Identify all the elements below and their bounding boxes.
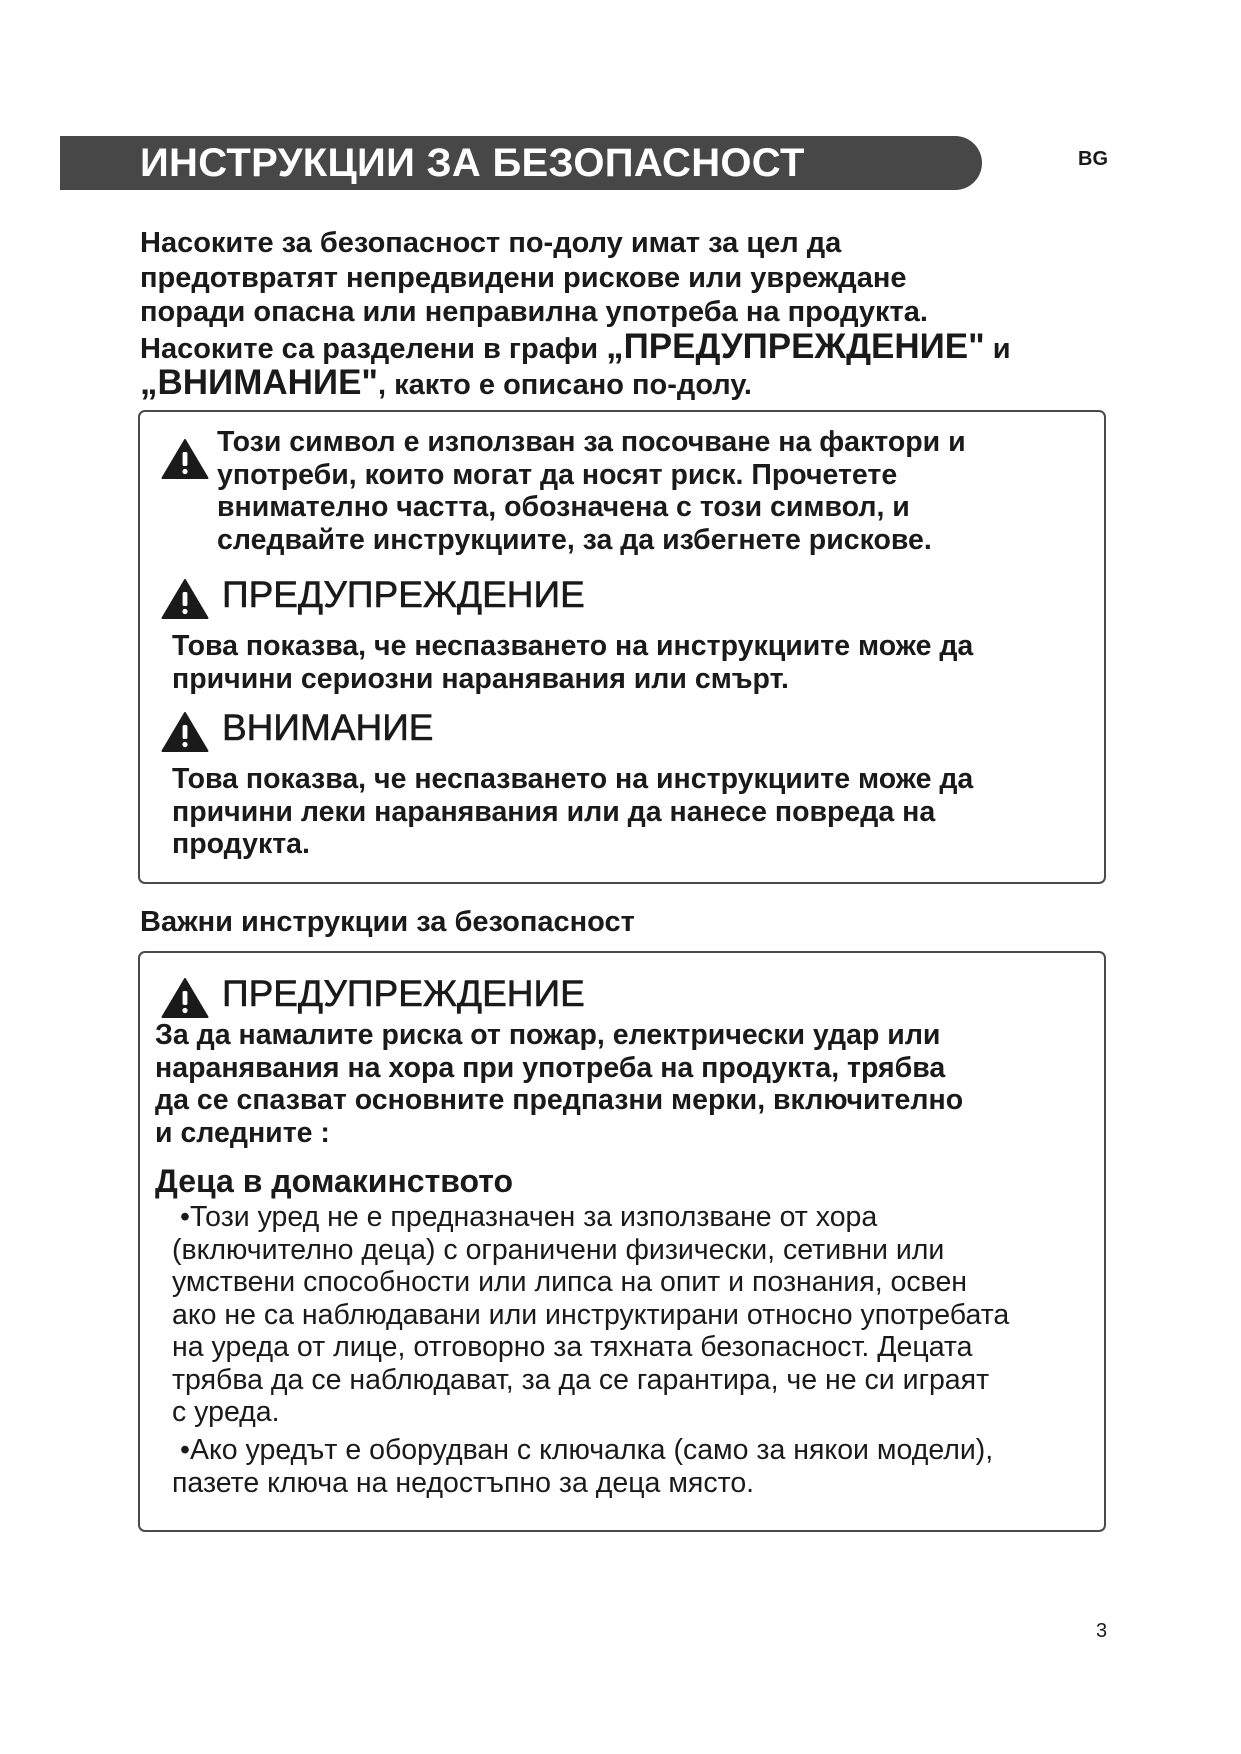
text-line: на уреда от лице, отговорно за тяхната безопасност. Децата [172, 1331, 973, 1363]
children-heading: Деца в домакинството [155, 1163, 514, 1199]
text-line: •Този уред не е предназначен за използване от хора [180, 1201, 878, 1233]
text-line: Това показва, че неспазването на инструкциите може да [172, 630, 974, 662]
symbols-box [138, 410, 1106, 884]
intro-line: поради опасна или неправилна употреба на продукта. [140, 296, 928, 328]
caution-triangle-icon [161, 711, 209, 753]
language-code: BG [1078, 148, 1108, 170]
text-line: причини леки наранявания или да нанесе повреда на [172, 795, 936, 828]
text-line: употреби, които могат да носят риск. Прочетете [217, 458, 898, 491]
warning-explanation [155, 1019, 963, 1149]
caution-term: „ВНИМАНИЕ" [140, 363, 379, 402]
warning-triangle-icon [161, 578, 209, 620]
text-line: трябва да се наблюдават, за да се гарантира, че не си играят [172, 1363, 990, 1396]
intro-text: , както е описано по-долу. [378, 369, 752, 401]
warning-heading: ПРЕДУПРЕЖДЕНИЕ [222, 973, 585, 1014]
intro-text: Насоките са разделени в графи [140, 332, 607, 365]
warning-triangle-icon [161, 438, 209, 480]
bullet-item [172, 1434, 993, 1499]
intro-paragraph [140, 226, 1120, 403]
text-line: продукта. [172, 828, 310, 860]
text-line: За да намалите риска от пожар, електрически удар или [155, 1019, 941, 1051]
text-line: Това показва, че неспазването на инструкциите може да [172, 763, 974, 795]
intro-line [140, 326, 1120, 367]
text-line: •Ако уредът е оборудван с ключалка (само за някои модели), [180, 1434, 994, 1466]
section-title: Важни инструкции за безопасност [140, 906, 635, 938]
caution-heading: ВНИМАНИЕ [222, 707, 434, 748]
bullet-item [172, 1201, 1009, 1429]
important-instructions-box [138, 951, 1106, 1532]
intro-text: и [984, 332, 1011, 365]
text-line: умствени способности или липса на опит и познания, освен [172, 1266, 968, 1298]
header-banner [60, 136, 982, 190]
text-line: Този символ е използван за посочване на фактори и [217, 426, 966, 458]
warning-heading: ПРЕДУПРЕЖДЕНИЕ [222, 574, 585, 615]
text-line: причини сериозни наранявания или смърт. [172, 662, 789, 695]
intro-line: предотвратят непредвидени рискове или увреждане [140, 261, 907, 294]
intro-line: Насоките за безопасност по-долу имат за цел да [140, 227, 842, 259]
caution-explanation [172, 763, 973, 861]
intro-line [140, 363, 1120, 403]
text-line: и следните : [155, 1116, 330, 1149]
warning-explanation [172, 630, 973, 695]
symbol-explanation [217, 426, 966, 556]
warning-term: „ПРЕДУПРЕЖДЕНИЕ" [606, 326, 985, 366]
text-line: внимателно частта, обозначена с този символ, и [217, 491, 910, 523]
text-line: следвайте инструкциите, за да избегнете рискове. [217, 523, 932, 556]
text-line: да се спазват основните предпазни мерки, включително [155, 1084, 964, 1116]
page-title: ИНСТРУКЦИИ ЗА БЕЗОПАСНОСТ [140, 141, 805, 185]
text-line: с уреда. [172, 1396, 280, 1428]
text-line: пазете ключа на недостъпно за деца място. [172, 1466, 755, 1499]
warning-triangle-icon [161, 977, 209, 1019]
text-line: (включително деца) с ограничени физически, сетивни или [172, 1233, 945, 1266]
text-line: наранявания на хора при употреба на продукта, трябва [155, 1051, 946, 1084]
text-line: ако не са наблюдавани или инструктирани относно употребата [172, 1298, 1010, 1331]
page-number: 3 [1096, 1620, 1108, 1642]
